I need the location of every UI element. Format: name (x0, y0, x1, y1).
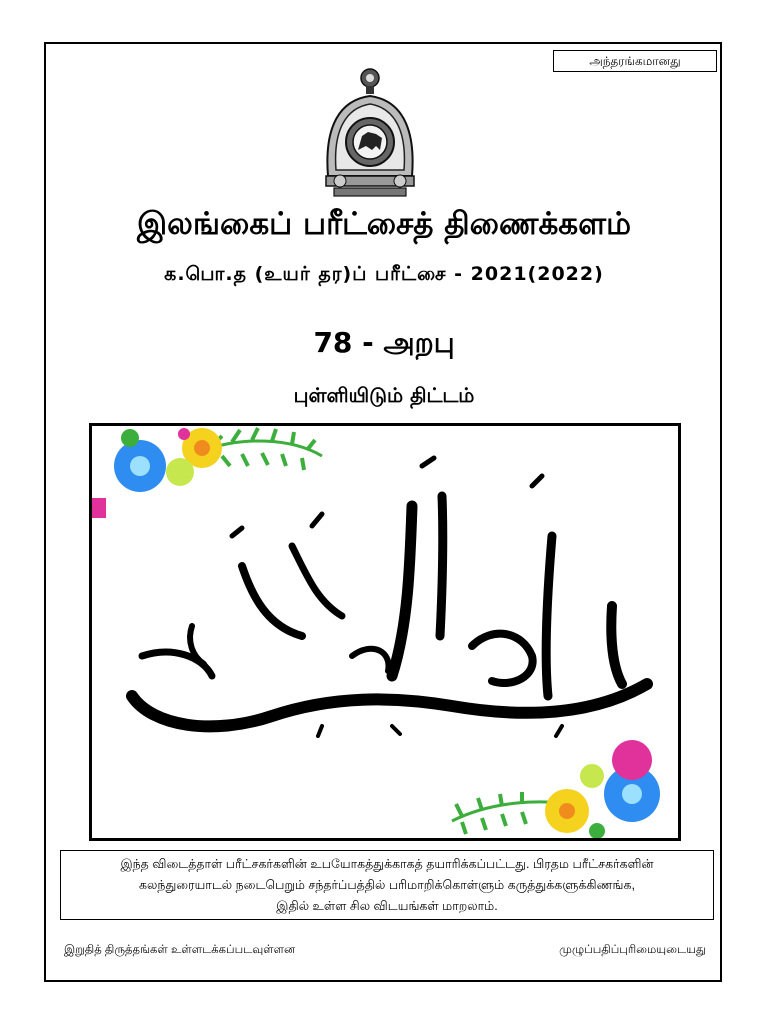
arabic-calligraphy-image (92, 426, 678, 838)
flower-decoration-bottom-right-icon (452, 740, 660, 838)
notice-line: கலந்துரையாடல் நடைபெறும் சந்தர்ப்பத்தில் பரிமாறிக்கொள்ளும் கருத்துக்களுக்கிணங்க, (139, 878, 635, 892)
notice-line: இந்த விடைத்தாள் பரீட்சகர்களின் உபயோகத்துக்காகத் தயாரிக்கப்பட்டது. பிரதம பரீட்சகர்களின் (120, 857, 654, 871)
confidential-label: அந்தரங்கமானது (553, 50, 717, 72)
marking-scheme-label: புள்ளியிடும் திட்டம் (293, 383, 475, 407)
examiner-notice (60, 850, 714, 920)
subject-title: 78 - அறபு (313, 326, 455, 359)
calligraphy-strokes-icon (132, 458, 647, 736)
flower-decoration-top-left-icon (92, 428, 322, 518)
footer-copyright: முழுப்பதிப்புரிமையுடையது (559, 944, 706, 956)
department-title: இலங்கைப் பரீட்சைத் திணைக்களம் (136, 206, 632, 242)
footer-final-amendments: இறுதித் திருத்தங்கள் உள்ளடக்கப்படவுள்ளன (64, 944, 296, 956)
exam-line: க.பொ.த (உயர் தர)ப் பரீட்சை - 2021(2022) (164, 263, 604, 285)
emblem-icon (320, 66, 420, 200)
calligraphy-artwork (89, 423, 681, 841)
notice-line: இதில் உள்ள சில விடயங்கள் மாறலாம். (276, 899, 498, 913)
